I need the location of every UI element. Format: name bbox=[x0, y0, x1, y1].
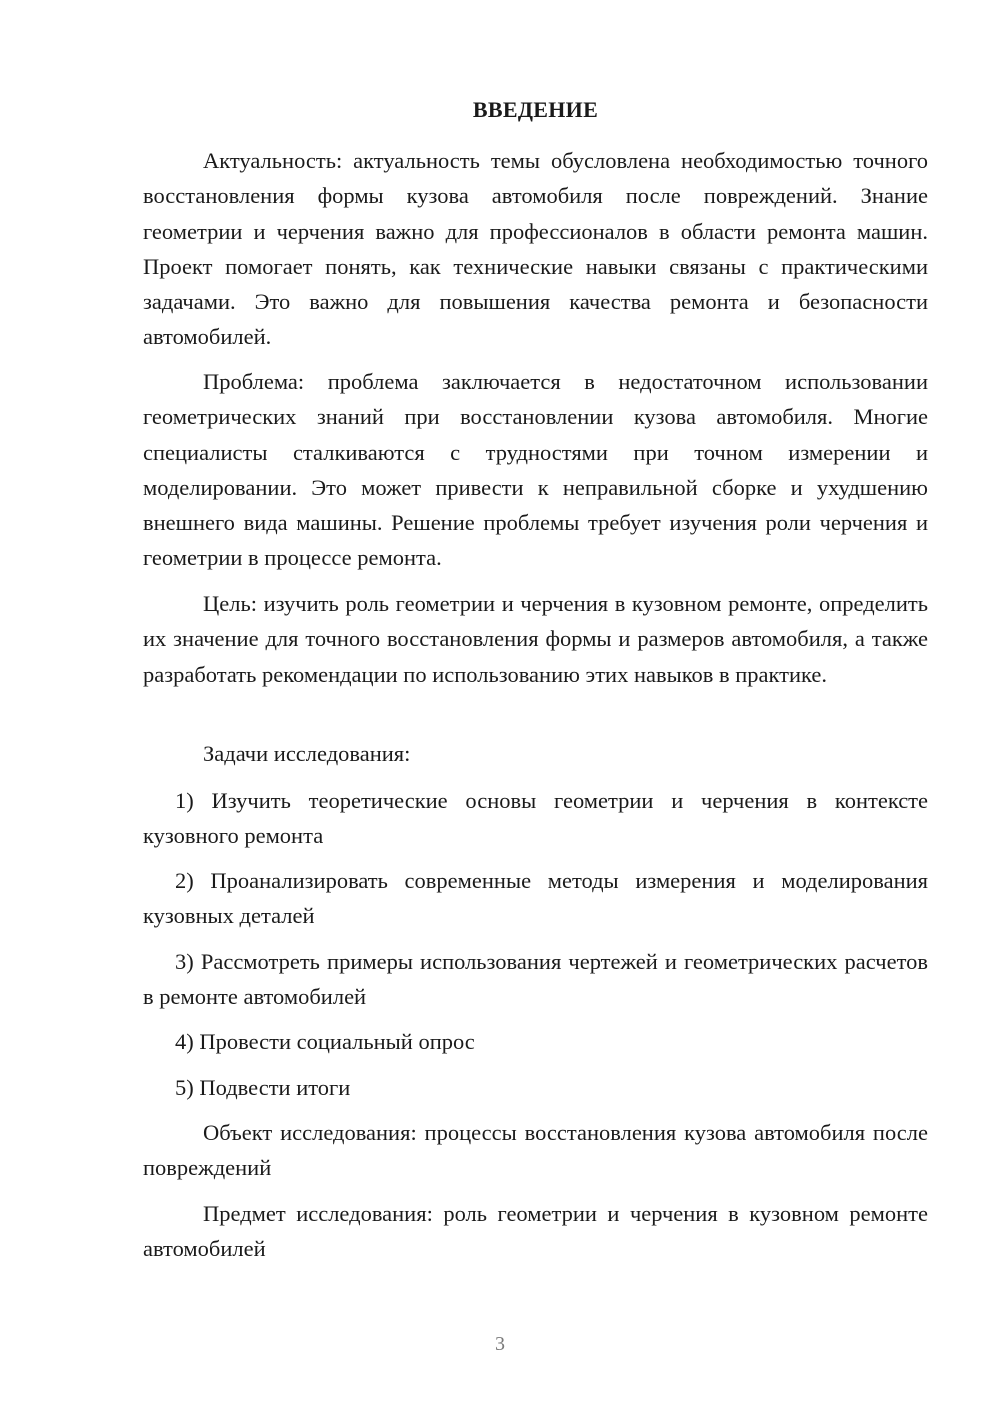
task-item-1: 1) Изучить теоретические основы геометрии и черчения в контексте кузовного ремонта bbox=[143, 788, 928, 849]
paragraph-object: Объект исследования: процессы восстановления кузова автомобиля после повреждений bbox=[143, 1120, 928, 1181]
page-number: 3 bbox=[495, 1333, 505, 1355]
page-title: ВВЕДЕНИЕ bbox=[472, 97, 599, 122]
task-item-3: 3) Рассмотреть примеры использования чертежей и геометрических расчетов в ремонте автомобилей bbox=[143, 949, 928, 1010]
task-item-4: 4) Провести социальный опрос bbox=[175, 1029, 475, 1054]
tasks-heading: Задачи исследования: bbox=[203, 741, 411, 766]
task-item-5: 5) Подвести итоги bbox=[175, 1075, 351, 1100]
task-item-2: 2) Проанализировать современные методы измерения и моделирования кузовных деталей bbox=[143, 868, 928, 929]
paragraph-problem: Проблема: проблема заключается в недостаточном использовании геометрических знаний при восстановлении кузова автомобиля. Многие специалисты сталкиваются с трудностями при точном измерении и моделировании. Это может привести к неправильной сборке и ухудшению внешнего вида машины. Решение проблемы требует изучения роли черчения и геометрии в процессе ремонта. bbox=[143, 369, 928, 571]
paragraph-subject: Предмет исследования: роль геометрии и черчения в кузовном ремонте автомобилей bbox=[143, 1201, 928, 1262]
paragraph-relevance: Актуальность: актуальность темы обусловлена необходимостью точного восстановления формы кузова автомобиля после повреждений. Знание геометрии и черчения важно для профессионалов в области ремонта машин. Проект помогает понять, как технические навыки связаны с практическими задачами. Это важно для повышения качества ремонта и безопасности автомобилей. bbox=[143, 148, 928, 350]
paragraph-goal: Цель: изучить роль геометрии и черчения в кузовном ремонте, определить их значение для точного восстановления формы и размеров автомобиля, а также разработать рекомендации по использованию этих навыков в практике. bbox=[143, 591, 928, 687]
